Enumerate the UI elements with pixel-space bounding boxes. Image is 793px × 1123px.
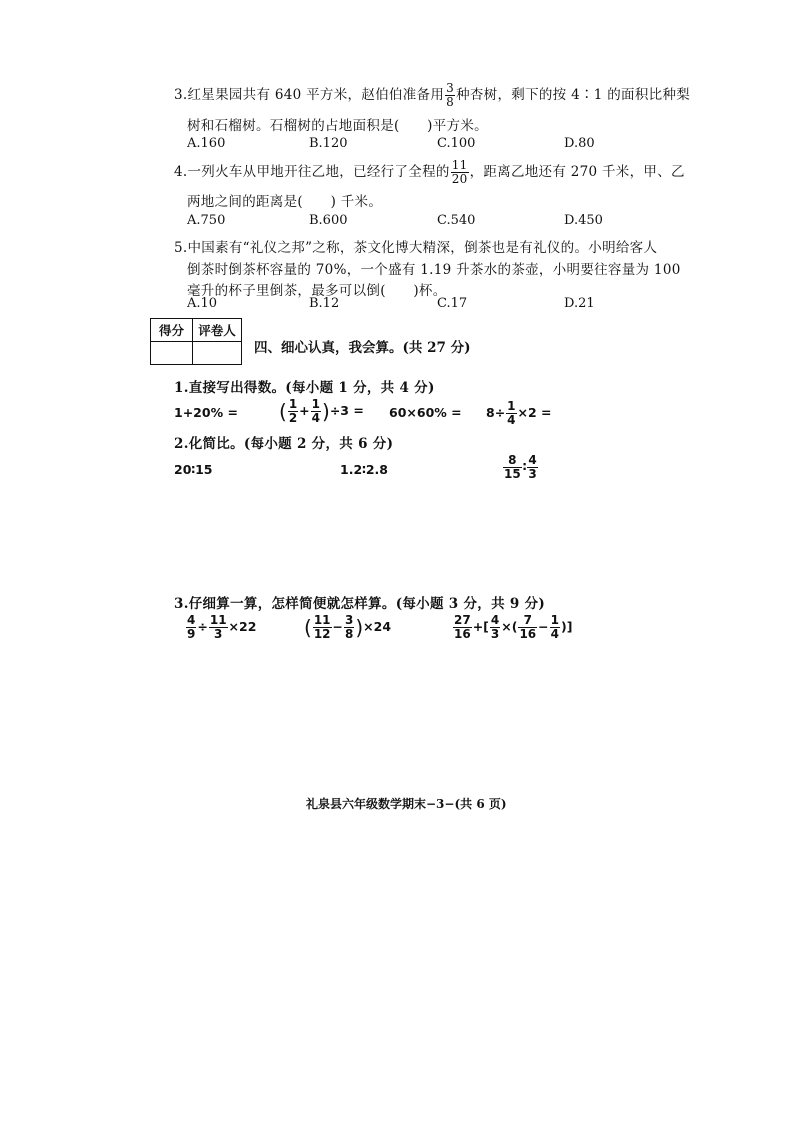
q3-option-b: B.120: [309, 136, 348, 151]
q4-fraction: $\frac{11}{20}$: [451, 158, 468, 186]
q3-option-c: C.100: [437, 136, 476, 151]
p1-e4-frac: $\frac{1}{4}$: [507, 399, 516, 427]
p3-e3-frac-1: $\frac{27}{16}$: [454, 613, 471, 641]
p3-e3-frac-4: $\frac{1}{4}$: [550, 613, 559, 641]
p2-expr-2: 1.2∶2.8: [340, 462, 388, 477]
p1-expr-1: 1+20% =: [174, 405, 238, 420]
p2-expr-3: $\frac{8}{15}$ ∶ $\frac{4}{3}$: [504, 453, 537, 481]
q5-option-c: C.17: [437, 296, 468, 311]
q5-option-a: A.10: [187, 296, 218, 311]
p3-expr-1: $\frac{4}{9}$ ÷ $\frac{11}{3}$ ×22: [187, 613, 257, 641]
grader-label: 评卷人: [193, 319, 242, 342]
q4-option-c: C.540: [437, 213, 476, 228]
q4-line1: [174, 159, 685, 186]
p2-e3-frac-1: $\frac{8}{15}$: [504, 453, 521, 481]
q5-line1: 5.中国素有“礼仪之邦”之称，茶文化博大精深，倒茶也是有礼仪的。小明给客人: [174, 240, 658, 256]
q5-line3: 毫升的杯子里倒茶，最多可以倒( )杯。: [187, 283, 447, 299]
p2-expr-1: 20∶15: [174, 462, 213, 477]
p3-e1-frac-1: $\frac{4}{9}$: [187, 613, 196, 641]
q4-option-d: D.450: [564, 213, 603, 228]
p1-expr-2: ( $\frac{1}{2}$ + $\frac{1}{4}$ )÷3 =: [279, 397, 364, 425]
p3-e1-frac-2: $\frac{11}{3}$: [209, 613, 227, 641]
q5-option-b: B.12: [309, 296, 340, 311]
p1-e2-frac-1: $\frac{1}{2}$: [288, 397, 298, 425]
q5-option-d: D.21: [564, 296, 595, 311]
score-cell: [151, 342, 193, 365]
p1-heading: 1.直接写出得数。(每小题 1 分，共 4 分): [174, 380, 435, 396]
p3-heading: 3.仔细算一算，怎样简便就怎样算。(每小题 3 分，共 9 分): [174, 596, 546, 612]
p3-e2-frac-2: $\frac{3}{8}$: [345, 613, 354, 641]
q4-line2: 两地之间的距离是( ) 千米。: [187, 194, 383, 210]
p3-e3-frac-3: $\frac{7}{16}$: [519, 613, 537, 641]
q4-text-a: 4.一列火车从甲地开往乙地，已经行了全程的: [174, 164, 450, 180]
p2-e3-frac-2: $\frac{4}{3}$: [528, 453, 537, 481]
q3-line1: [174, 82, 690, 109]
p3-expr-3: $\frac{27}{16}$ +[ $\frac{4}{3}$ ×( $\frac{7}{16}$ − $\frac{1}{4}$ )]: [454, 613, 573, 641]
p1-expr-4: 8÷ $\frac{1}{4}$ ×2 =: [486, 399, 552, 427]
q4-option-a: A.750: [187, 213, 226, 228]
score-box: [150, 318, 242, 365]
q3-option-d: D.80: [564, 136, 595, 151]
q3-option-a: A.160: [187, 136, 226, 151]
p3-expr-2: ( $\frac{11}{12}$ − $\frac{3}{8}$ )×24: [304, 613, 392, 641]
q4-text-b: ，距离乙地还有 270 千米，甲、乙: [469, 164, 685, 180]
q3-line2: 树和石榴树。石榴树的占地面积是( )平方米。: [187, 118, 488, 134]
q5-line2: 倒茶时倒茶杯容量的 70%，一个盛有 1.19 升茶水的茶壶，小明要往容量为 100: [187, 262, 681, 278]
q4-option-b: B.600: [309, 213, 348, 228]
page-footer: 礼泉县六年级数学期末−3−(共 6 页): [306, 797, 507, 811]
p3-e3-frac-2: $\frac{4}{3}$: [490, 613, 500, 641]
score-label: 得分: [151, 319, 193, 342]
p1-e2-frac-2: $\frac{1}{4}$: [311, 397, 321, 425]
q3-fraction: $\frac{3}{8}$: [446, 81, 455, 109]
section-4-title: 四、细心认真，我会算。(共 27 分): [254, 340, 471, 356]
p1-expr-3: 60×60% =: [389, 405, 462, 420]
p3-e2-frac-1: $\frac{11}{12}$: [313, 613, 331, 641]
q3-text-b: 种杏树，剩下的按 4∶1 的面积比种梨: [456, 87, 691, 103]
p2-heading: 2.化简比。(每小题 2 分，共 6 分): [174, 436, 394, 452]
q3-text-a: 3.红星果园共有 640 平方米，赵伯伯准备用: [174, 87, 445, 103]
grader-cell: [193, 342, 242, 365]
